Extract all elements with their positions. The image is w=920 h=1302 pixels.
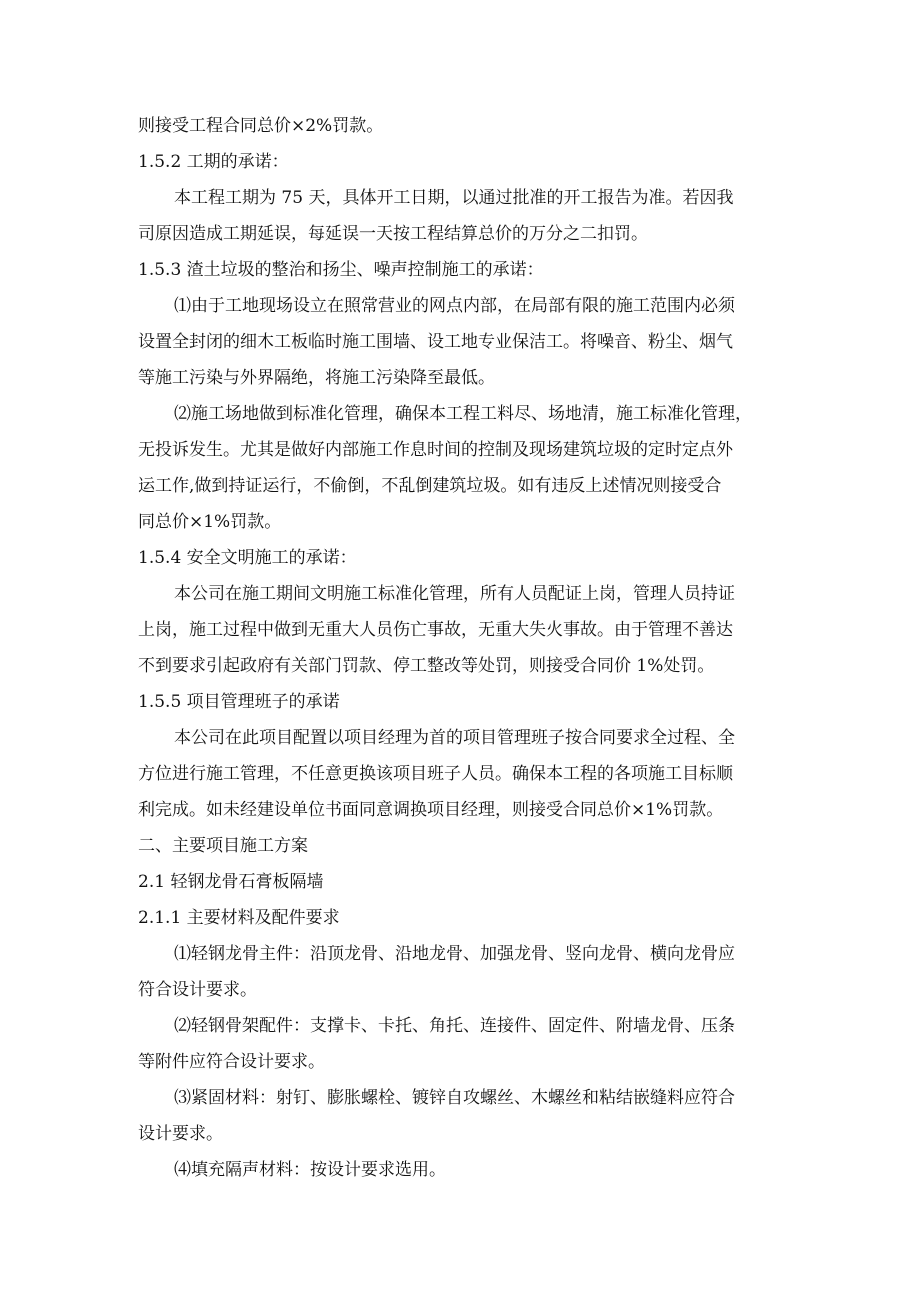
text-line: 不到要求引起政府有关部门罚款、停工整改等处罚，则接受合同价 1%处罚。 [138,656,715,676]
text-line: 本公司在施工期间文明施工标准化管理，所有人员配证上岗，管理人员持证 [174,584,735,604]
list-item-line: ⑵轻钢骨架配件：支撑卡、卡托、角托、连接件、固定件、附墙龙骨、压条 [174,1016,735,1036]
text-line: 等施工污染与外界隔绝，将施工污染降至最低。 [138,368,495,388]
section-heading-2-1: 2.1 轻钢龙骨石膏板隔墙 [138,872,324,892]
list-item-line: ⑵施工场地做到标准化管理，确保本工程工料尽、场地清，施工标准化管理， [174,404,752,424]
text-line: 利完成。如未经建设单位书面同意调换项目经理，则接受合同总价×1%罚款。 [138,800,724,820]
section-heading-1-5-2: 1.5.2 工期的承诺： [138,152,289,172]
text-line: 无投诉发生。尤其是做好内部施工作息时间的控制及现场建筑垃圾的定时定点外 [138,440,733,460]
section-heading-1-5-4: 1.5.4 安全文明施工的承诺： [138,548,357,568]
section-heading-2-1-1: 2.1.1 主要材料及配件要求 [138,908,340,928]
text-line: 设计要求。 [138,1124,223,1144]
list-item-line: ⑶紧固材料：射钉、膨胀螺栓、镀锌自攻螺丝、木螺丝和粘结嵌缝料应符合 [174,1088,735,1108]
text-line: 上岗，施工过程中做到无重大人员伤亡事故，无重大失火事故。由于管理不善达 [138,620,733,640]
text-line: 方位进行施工管理，不任意更换该项目班子人员。确保本工程的各项施工目标顺 [138,764,733,784]
list-item-line: ⑷填充隔声材料：按设计要求选用。 [174,1160,446,1180]
text-line: 同总价×1%罚款。 [138,512,282,532]
section-heading-1-5-5: 1.5.5 项目管理班子的承诺 [138,692,340,712]
text-line: 符合设计要求。 [138,980,257,1000]
text-line: 设置全封闭的细木工板临时施工围墙、设工地专业保洁工。将噪音、粉尘、烟气 [138,332,733,352]
list-item-line: ⑴由于工地现场设立在照常营业的网点内部，在局部有限的施工范围内必须 [174,296,735,316]
text-line: 等附件应符合设计要求。 [138,1052,325,1072]
chapter-heading-2: 二、主要项目施工方案 [138,836,308,856]
section-heading-1-5-3: 1.5.3 渣土垃圾的整治和扬尘、噪声控制施工的承诺： [138,260,544,280]
text-line: 司原因造成工期延误，每延误一天按工程结算总价的万分之二扣罚。 [138,224,648,244]
list-item-line: ⑴轻钢龙骨主件：沿顶龙骨、沿地龙骨、加强龙骨、竖向龙骨、横向龙骨应 [174,944,735,964]
text-line: 本公司在此项目配置以项目经理为首的项目管理班子按合同要求全过程、全 [174,728,735,748]
text-line: 则接受工程合同总价×2%罚款。 [138,116,384,136]
text-line: 本工程工期为 75 天，具体开工日期，以通过批准的开工报告为准。若因我 [174,188,734,208]
text-line: 运工作,做到持证运行，不偷倒，不乱倒建筑垃圾。如有违反上述情况则接受合 [138,476,722,496]
